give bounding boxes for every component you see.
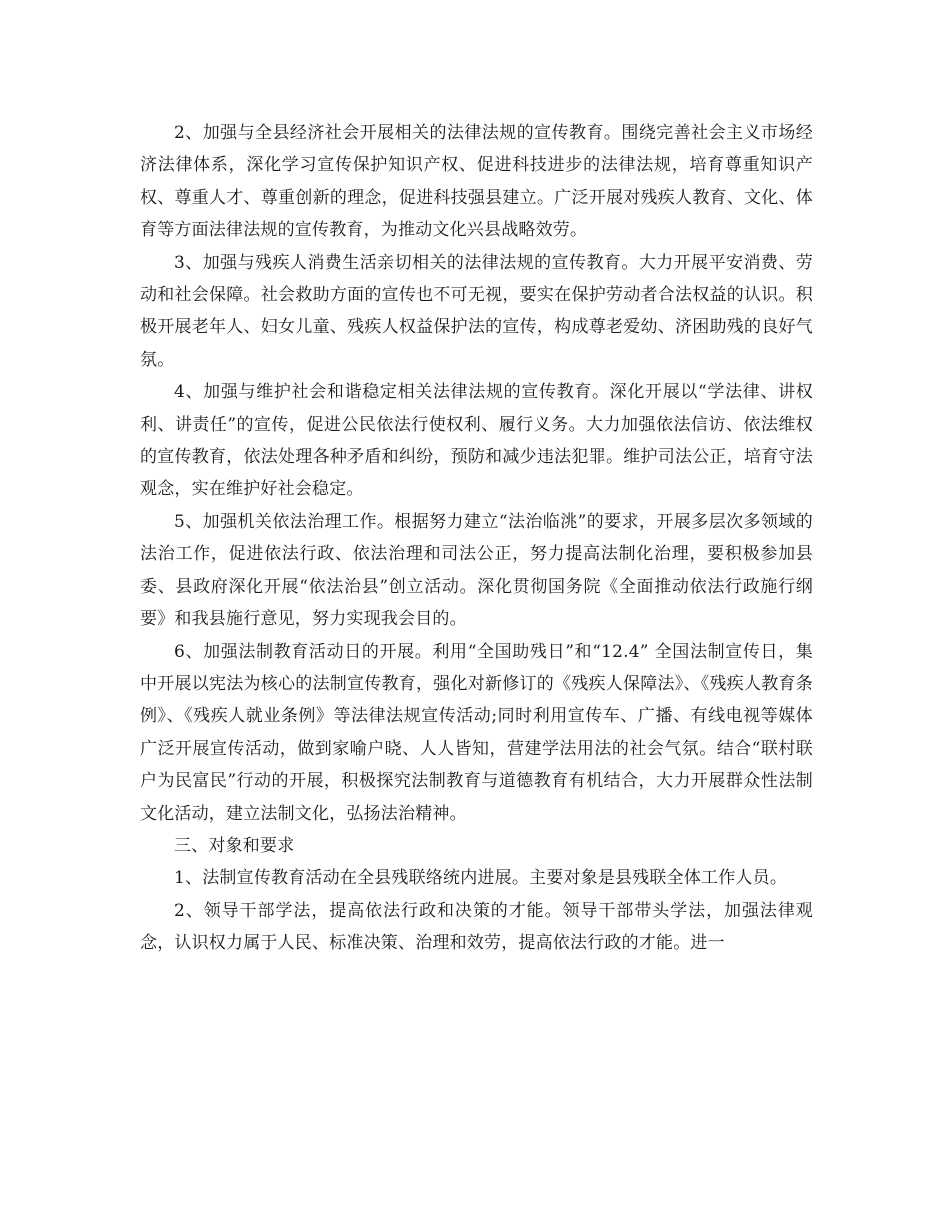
paragraph-2-economic-law: 2、加强与全县经济社会开展相关的法律法规的宣传教育。围绕完善社会主义市场经济法律体系，深化学习宣传保护知识产权、促进科技进步的法律法规，培育尊重知识产权、尊重人才、尊重创新的理念，促进科技强县建立。广泛开展对残疾人教育、文化、体育等方面法律法规的宣传教育，为推动文化兴县战略效劳。 <box>140 123 813 241</box>
paragraph-3-consumer-law: 3、加强与残疾人消费生活亲切相关的法律法规的宣传教育。大力开展平安消费、劳动和社会保障。社会救助方面的宣传也不可无视，要实在保护劳动者合法权益的认识。积极开展老年人、妇女儿童、残疾人权益保护法的宣传，构成尊老爱幼、济困助残的良好气氛。 <box>140 252 813 370</box>
paragraph-targets-2: 2、领导干部学法，提高依法行政和决策的才能。领导干部带头学法，加强法律观念，认识权力属于人民、标准决策、治理和效劳，提高依法行政的才能。进一 <box>140 900 813 954</box>
section-heading-targets: 三、对象和要求 <box>174 835 295 856</box>
paragraph-5-governance: 5、加强机关依法治理工作。根据努力建立“法治临洮”的要求，开展多层次多领域的法治工作，促进依法行政、依法治理和司法公正，努力提高法制化治理，要积极参加县委、县政府深化开展“依法治县”创立活动。深化贯彻国务院《全面推动依法行政施行纲要》和我县施行意见，努力实现我会目的。 <box>140 511 813 630</box>
paragraph-targets-1: 1、法制宣传教育活动在全县残联络统内进展。主要对象是县残联全体工作人员。 <box>174 868 788 889</box>
document-page <box>140 117 813 960</box>
paragraph-6-legal-education-day: 6、加强法制教育活动日的开展。利用“全国助残日”和“12.4” 全国法制宣传日，集中开展以宪法为核心的法制宣传教育，强化对新修订的《残疾人保障法》、《残疾人教育条例》、《残疾人就业条例》等法律法规宣传活动;同时利用宣传车、广播、有线电视等媒体广泛开展宣传活动，做到家喻户晓、人人皆知，营建学法用法的社会气氛。结合“联村联户为民富民”行动的开展，积极探究法制教育与道德教育有机结合，大力开展群众性法制文化活动，建立法制文化，弘扬法治精神。 <box>140 641 813 824</box>
paragraph-4-social-stability: 4、加强与维护社会和谐稳定相关法律法规的宣传教育。深化开展以“学法律、讲权利、讲责任”的宣传，促进公民依法行使权利、履行义务。大力加强依法信访、依法维权的宣传教育，依法处理各种矛盾和纠纷，预防和减少违法犯罪。维护司法公正，培育守法观念，实在维护好社会稳定。 <box>140 382 813 500</box>
